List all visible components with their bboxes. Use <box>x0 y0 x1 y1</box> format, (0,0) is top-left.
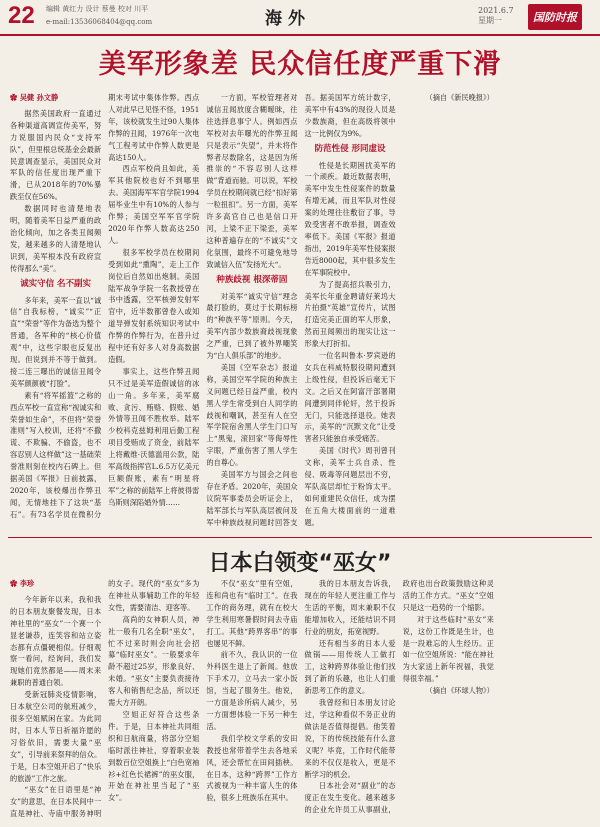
section-title: 海外 <box>265 9 311 29</box>
paragraph: 数据同时也清楚地表明，随着美军日益严重的政治化倾向，加之各类丑闻频发，越来越多的人清楚地认识到，美军根本没有政府宣传得那么“美”。 <box>10 204 102 273</box>
paragraph: 空姐正好符合这些条件。于是，日本神社共同组织和日航商量，将部分空姐临时派往神社，穿着职业装到数百位空姐换上“白色宽袖衫+红色长裙裤”的巫女服，开始在神社里当起了“巫女”。 <box>108 709 200 803</box>
article1-subhead: 防范性侵 形同虚设 <box>314 143 386 154</box>
article2-author: ✿ 李珍 <box>10 579 35 588</box>
paragraph: 很多军校学员在校期间受到如此“熏陶”，走上工作岗位后自然如出炮制。美国陆军战争学院一名教授曾在书中透露，空军核弹发射军官中，近半数都曾卷入或知道导弹发射系统知识考试中作弊的作弊行为，在普升过程中还有好多人对身高数据造假。 <box>108 247 200 364</box>
paragraph: 对美军“诚实守信”理念最打脸的，莫过于长期标榜的“种族平等”原则。今天，美军内部少数族裔歧视现象之严重，已到了被外界嘲笑为“白人俱乐部”的地步。 <box>206 291 298 361</box>
article1-body <box>10 92 592 532</box>
paragraph: 据然美国政府一直通过各种渠道高调宣传美军，努力说服国内民众“支持军队”，但里根总统基金会最新民意调查显示，美国民众对军队的信任度出现严重下滑，已从2018年的70%暴跌至仅在56%。 <box>10 108 102 202</box>
editors-line: 编辑 黄红力 设计 蔡曼 校对 川平 <box>46 5 149 13</box>
paragraph: 美国《空军杂志》报道称，美国空军学院的种族主义问题已经日益严重，校内黑人学生常受到白人同学的歧视和嘲讽，甚至有人在空军学院宿舍黑人学生门口写上“黑鬼，滚回家”等侮辱性字眼，严重伤害了黑人学生的自尊心。 <box>206 362 298 468</box>
article1-subhead: 诚实守信 名不副实 <box>20 278 92 289</box>
paragraph: 美国《时代》周刊曾刊文称，美军士兵自杀、性侵、吸毒等问题层出不穷，军队高层却忙于粉饰太平。如何重建民众信任，成为摆在五角大楼面前的一道难题。 <box>304 446 396 527</box>
article1-byline: （摘自《新民晚报》） <box>425 93 494 102</box>
paragraph: 一方面，军校管理者对诚信丑闻放度含糊暧昧，往往选择息事宁人。例如西点军校对去年曝光的作弊丑闻只是表示“失望”，并未将作弊者尽数除名，这是因为所推崇的“不容忍别人这样做”背道而驰。可以说，军校学员在校期间就已经“扣好第一粒扭扣”。另一方面，美军许多高官自己也是信口开河，上梁不正下梁歪，美军这种普遍存在的“不诚实”文化氛围，最终不可避免地导致诚信入伍”发扬光大“。 <box>206 93 298 269</box>
page-header <box>0 0 600 36</box>
paragraph: “巫女”在日语里是“神女”的意思，在日本民间中一直是神社、寺庙中服务神明的女子。现代的“巫女”多为在神社从事辅助工作的年轻女性，需要清洁、迎客等。 <box>10 579 200 819</box>
paragraph: 美国军方与国会之间也存在矛盾。2020年，美国众议院军事委员会听证会上，陆军部长与军队高层被问及军中种族歧视问题时回答支吾。据美国军方统计数字，美军中有43%的现役人员是少数族裔，但在高级将领中这一比例仅为9%。 <box>206 93 396 527</box>
paragraph: 一位名叫鲁本·罗宾逊的女兵在科威特服役期间遭到上级性侵，但投诉后毫无下文。之后又在阿富汗部署期间遭到同伴轮奸，然于投诉无门，只能选择退役。她表示，美军的“沉默文化”让受害者只能独自承受痛苦。 <box>304 351 396 444</box>
paragraph: 素有“将军摇篮”之称的西点军校一直宣称“视诚实和荣誉如生命”，不但将“荣誉准则”写入校训，还将“不撒谎、不欺骗、不偷盗，也不容忍别人这样做”这一基础荣誉准则刻在校内石碑上。但据美国《军报》日前披露，2020年，该校爆出作弊丑闻，无情地挂下了这块“基石”。有73名学员在微积分期末考试中集体作弊。西点人对此早已见怪不怪，1951年，该校就发生过90人集体作弊的丑闻，1976年一次电气工程考试中作弊人数更是高达150人。 <box>10 93 200 519</box>
paragraph: 西点军校尚且如此，美军其他院校也好不到哪里去。美国海军军官学院1994届毕业生中有10%的人参与作弊；美国空军军官学院2020年作弊人数高达250人。 <box>108 164 200 245</box>
paragraph: 日本社会对“副业”的态度正在发生变化。越来越多的企业允许员工从事副业，政府也出台政策鼓励这种灵活的工作方式。“巫女”空姐只是这一趋势的一个缩影。 <box>304 579 494 815</box>
paragraph: 不仅“巫女”里有空姐，连和尚也有“临时工”。在我工作的商务理，就有在校大学生利用寒暑假时间去寺庙打工。其他“跨界客串”的事也屡见不鲜。 <box>206 579 298 648</box>
paragraph: 高尚的女神职人员，神社一般有几名全职“巫女”，忙不过来时则会向社会招募“临时巫女”。一般要求年龄不超过25岁，形象良好、未婚。“巫女”主要负责接待客人和销售纪念品，所以还需大方开朗。 <box>108 614 200 708</box>
article1-headline: 美军形象差 民众信任度严重下滑 <box>98 49 502 80</box>
article2-byline: （摘自《环球人物》） <box>425 686 494 696</box>
page-number: 22 <box>8 2 35 29</box>
paragraph: 我的日本朋友告诉我，现在的年轻人更注重工作与生活的平衡，周末兼职不仅能增加收入，还能结识不同行业的朋友，拓宽视野。 <box>304 579 396 636</box>
section-divider <box>8 537 592 538</box>
paragraph: 多年来，美军一直以“诚信”自我标榜，“诚实”“正直”“荣誉”等作为备选为整个晋通，各军种的“核心价值观”中，这些字眼也反复出现。但说到并不等于做到。接二连三曝出的诚信丑闻令美军颜颜被“打脸”。 <box>10 295 102 388</box>
paragraph: 我曾经和日本朋友讨论过，学这种看似不务正业的做法是否值得提倡。他笑着说，下的传统技能有什么意义呢？毕竟，工作时代能带来的不仅仅是收入，更是不断学习的机会。 <box>304 698 396 779</box>
paragraph: 为了提高招兵吸引力，美军长年重金聘请好莱坞大片拍摄“英雄”宣传片，试图打造完美正面的军人形象，然而丑闻频出的现实让这一形象大打折扣。 <box>304 279 396 349</box>
paragraph: 事实上，这些作弊丑闻只不过是美军造假诚信的冰山一角。多年来，美军腐败、贪污、贿赂、假账、婚外情等丑闻不胜枚举。陆军少校科克兹姆利用后勤工程项目受贿成了资金，前陆军上将戴维·沃德滥用公款，陆军高级指挥官L.6.5万亿美元巨额假账，素有“明星将军”之称的前陆军上将彼得雷乌斯则深陷婚外情…… <box>108 366 200 507</box>
issue-date: 2021.6.7 星期一 <box>478 6 514 25</box>
article1-author: ✿ 吴健 孙文静 <box>10 93 59 102</box>
email-line: e-mail:13536068404@qq.com <box>46 18 153 26</box>
paragraph: 我们学校文学系的安田教授也常带着学生去各地采风，还会帮忙在田间插秧。在日本，这种“跨界”工作方式被视为一种丰富人生的体验，很多上班族乐在其中。 <box>206 733 298 803</box>
paragraph: 对于这些临时“巫女”来说，这份工作既是生计，也是一段难忘的人生经历。正如一位空姐所说：“能在神社为大家送上新年祝福，我觉得很幸福。” <box>402 614 494 684</box>
article2-body <box>10 578 592 822</box>
paragraph: 受新冠肺炎疫情影响，日本航空公司的航班减少，很多空姐赋闲在家。为此同时，日本人节日祈福许愿的习俗依旧，需要大量“巫女”，引导前来祭拜的信众。于是，日本空姐开启了“快乐的旅游”工作之旅。 <box>10 690 102 783</box>
newspaper-logo: 国防时报 <box>528 4 582 30</box>
paragraph: 前不久，我认识的一位外科医生退上了新闻。他放下手术刀，立马去一家小饭馆，当起了服务生。他说，一方面是诊所病人减少，另一方面想体验一下另一种生活。 <box>206 650 298 731</box>
paragraph: 性侵是长期困扰美军的一个顽疾。最近数据表明，美军中发生性侵案件的数量有增无减，而且军队对性侵案的处理往往敷衍了事，导致受害者不敢举报，调查效率低下。美国《军报》报道指出，2019年美军性侵案报告近8000起，其中很多发生在军事院校中。 <box>304 160 396 277</box>
article1-subhead: 种族歧视 根深蒂固 <box>216 274 288 285</box>
paragraph: 今年新年以来，我和我的日本朋友聚餐发现，日本神社里的“巫女”一个赛一个显老谦恭，连笑容和站立姿态都有点僵硬相似。仔细观察一看问，经询问，我们发现她们竟然都是——周末来兼职的普通白领。 <box>10 594 102 688</box>
paragraph: 还有相当多的日本人爱做锅——用传统人工做打工，这种跨界体验让他们找到了新的乐趣，也让人们重新思考工作的意义。 <box>304 638 396 696</box>
article2-headline: 日本白领变“巫女” <box>208 551 392 576</box>
